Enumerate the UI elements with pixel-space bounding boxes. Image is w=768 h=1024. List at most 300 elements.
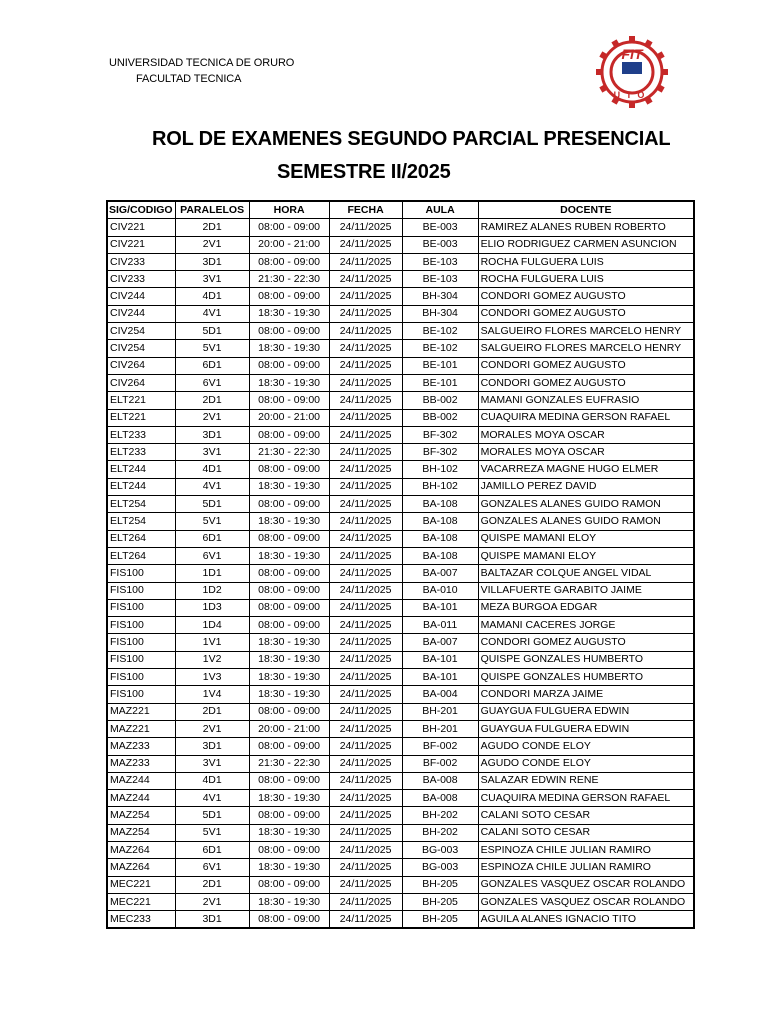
room-cell: BA-108	[402, 496, 478, 513]
teacher-cell: QUISPE GONZALES HUMBERTO	[478, 651, 694, 668]
room-cell: BE-103	[402, 253, 478, 270]
code-cell: MAZ233	[107, 755, 175, 772]
table-row	[107, 617, 694, 634]
parallel-cell: 2V1	[175, 893, 249, 910]
code-cell: FIS100	[107, 634, 175, 651]
teacher-cell: ELIO RODRIGUEZ CARMEN ASUNCION	[478, 236, 694, 253]
date-cell: 24/11/2025	[329, 876, 402, 893]
date-cell: 24/11/2025	[329, 703, 402, 720]
room-cell: BA-101	[402, 669, 478, 686]
teacher-cell: JAMILLO PEREZ DAVID	[478, 478, 694, 495]
parallel-cell: 6V1	[175, 374, 249, 391]
teacher-cell: CALANI SOTO CESAR	[478, 807, 694, 824]
exam-schedule-table	[106, 200, 695, 929]
parallel-cell: 3D1	[175, 738, 249, 755]
date-cell: 24/11/2025	[329, 755, 402, 772]
teacher-cell: VACARREZA MAGNE HUGO ELMER	[478, 461, 694, 478]
teacher-cell: MORALES MOYA OSCAR	[478, 426, 694, 443]
parallel-cell: 6V1	[175, 547, 249, 564]
date-cell: 24/11/2025	[329, 305, 402, 322]
teacher-cell: CUAQUIRA MEDINA GERSON RAFAEL	[478, 409, 694, 426]
time-cell: 18:30 - 19:30	[249, 669, 329, 686]
code-cell: ELT221	[107, 392, 175, 409]
parallel-cell: 6D1	[175, 530, 249, 547]
code-cell: ELT244	[107, 478, 175, 495]
time-cell: 08:00 - 09:00	[249, 911, 329, 929]
code-cell: CIV233	[107, 271, 175, 288]
table-row	[107, 651, 694, 668]
parallel-cell: 5D1	[175, 496, 249, 513]
code-cell: FIS100	[107, 686, 175, 703]
code-cell: CIV254	[107, 340, 175, 357]
time-cell: 18:30 - 19:30	[249, 547, 329, 564]
date-cell: 24/11/2025	[329, 686, 402, 703]
room-cell: BA-010	[402, 582, 478, 599]
parallel-cell: 2V1	[175, 236, 249, 253]
room-cell: BA-101	[402, 651, 478, 668]
teacher-cell: CONDORI GOMEZ AUGUSTO	[478, 288, 694, 305]
date-cell: 24/11/2025	[329, 478, 402, 495]
room-cell: BH-205	[402, 893, 478, 910]
table-row	[107, 703, 694, 720]
time-cell: 18:30 - 19:30	[249, 513, 329, 530]
parallel-cell: 2D1	[175, 703, 249, 720]
date-cell: 24/11/2025	[329, 599, 402, 616]
code-cell: MAZ264	[107, 841, 175, 858]
code-cell: MAZ221	[107, 703, 175, 720]
date-cell: 24/11/2025	[329, 911, 402, 929]
teacher-cell: ROCHA FULGUERA LUIS	[478, 253, 694, 270]
code-cell: FIS100	[107, 651, 175, 668]
table-row	[107, 738, 694, 755]
room-cell: BH-202	[402, 807, 478, 824]
parallel-cell: 1D4	[175, 617, 249, 634]
teacher-cell: QUISPE GONZALES HUMBERTO	[478, 669, 694, 686]
parallel-cell: 4V1	[175, 790, 249, 807]
code-cell: MAZ233	[107, 738, 175, 755]
parallel-cell: 3D1	[175, 426, 249, 443]
teacher-cell: BALTAZAR COLQUE ANGEL VIDAL	[478, 565, 694, 582]
table-row	[107, 288, 694, 305]
time-cell: 18:30 - 19:30	[249, 686, 329, 703]
table-row	[107, 772, 694, 789]
table-row	[107, 582, 694, 599]
table-row	[107, 755, 694, 772]
logo-text-top: FIT	[621, 46, 643, 62]
time-cell: 08:00 - 09:00	[249, 357, 329, 374]
parallel-cell: 6V1	[175, 859, 249, 876]
room-cell: BE-101	[402, 357, 478, 374]
time-cell: 21:30 - 22:30	[249, 271, 329, 288]
date-cell: 24/11/2025	[329, 790, 402, 807]
table-row	[107, 374, 694, 391]
teacher-cell: QUISPE MAMANI ELOY	[478, 547, 694, 564]
table-row	[107, 911, 694, 929]
code-cell: CIV221	[107, 236, 175, 253]
room-cell: BE-003	[402, 236, 478, 253]
code-cell: MAZ244	[107, 772, 175, 789]
teacher-cell: GONZALES ALANES GUIDO RAMON	[478, 496, 694, 513]
column-header: DOCENTE	[478, 201, 694, 219]
code-cell: MEC233	[107, 911, 175, 929]
table-row	[107, 824, 694, 841]
teacher-cell: CONDORI MARZA JAIME	[478, 686, 694, 703]
table-row	[107, 634, 694, 651]
teacher-cell: CONDORI GOMEZ AUGUSTO	[478, 374, 694, 391]
parallel-cell: 3V1	[175, 444, 249, 461]
code-cell: MEC221	[107, 893, 175, 910]
parallel-cell: 4V1	[175, 478, 249, 495]
room-cell: BH-304	[402, 288, 478, 305]
teacher-cell: VILLAFUERTE GARABITO JAIME	[478, 582, 694, 599]
teacher-cell: ESPINOZA CHILE JULIAN RAMIRO	[478, 841, 694, 858]
room-cell: BE-102	[402, 323, 478, 340]
code-cell: CIV221	[107, 219, 175, 236]
parallel-cell: 1D2	[175, 582, 249, 599]
time-cell: 18:30 - 19:30	[249, 634, 329, 651]
code-cell: MAZ254	[107, 807, 175, 824]
date-cell: 24/11/2025	[329, 824, 402, 841]
code-cell: ELT221	[107, 409, 175, 426]
table-row	[107, 513, 694, 530]
time-cell: 18:30 - 19:30	[249, 790, 329, 807]
room-cell: BG-003	[402, 859, 478, 876]
time-cell: 08:00 - 09:00	[249, 772, 329, 789]
code-cell: ELT254	[107, 513, 175, 530]
table-row	[107, 461, 694, 478]
time-cell: 18:30 - 19:30	[249, 374, 329, 391]
table-row	[107, 444, 694, 461]
room-cell: BF-002	[402, 738, 478, 755]
parallel-cell: 4D1	[175, 772, 249, 789]
time-cell: 08:00 - 09:00	[249, 219, 329, 236]
teacher-cell: CONDORI GOMEZ AUGUSTO	[478, 634, 694, 651]
teacher-cell: SALAZAR EDWIN RENE	[478, 772, 694, 789]
column-header: FECHA	[329, 201, 402, 219]
teacher-cell: CONDORI GOMEZ AUGUSTO	[478, 357, 694, 374]
table-row	[107, 478, 694, 495]
room-cell: BH-201	[402, 720, 478, 737]
column-header: HORA	[249, 201, 329, 219]
parallel-cell: 3V1	[175, 755, 249, 772]
parallel-cell: 1V1	[175, 634, 249, 651]
code-cell: MAZ254	[107, 824, 175, 841]
time-cell: 08:00 - 09:00	[249, 582, 329, 599]
date-cell: 24/11/2025	[329, 738, 402, 755]
parallel-cell: 5V1	[175, 513, 249, 530]
teacher-cell: CONDORI GOMEZ AUGUSTO	[478, 305, 694, 322]
teacher-cell: GUAYGUA FULGUERA EDWIN	[478, 703, 694, 720]
parallel-cell: 5D1	[175, 807, 249, 824]
code-cell: CIV254	[107, 323, 175, 340]
teacher-cell: MAMANI CACERES JORGE	[478, 617, 694, 634]
time-cell: 18:30 - 19:30	[249, 859, 329, 876]
date-cell: 24/11/2025	[329, 409, 402, 426]
room-cell: BE-103	[402, 271, 478, 288]
date-cell: 24/11/2025	[329, 807, 402, 824]
time-cell: 08:00 - 09:00	[249, 461, 329, 478]
room-cell: BB-002	[402, 392, 478, 409]
time-cell: 18:30 - 19:30	[249, 893, 329, 910]
parallel-cell: 1D3	[175, 599, 249, 616]
parallel-cell: 5V1	[175, 824, 249, 841]
code-cell: ELT233	[107, 444, 175, 461]
time-cell: 08:00 - 09:00	[249, 392, 329, 409]
parallel-cell: 4D1	[175, 288, 249, 305]
date-cell: 24/11/2025	[329, 426, 402, 443]
code-cell: FIS100	[107, 617, 175, 634]
document-subtitle: SEMESTRE II/2025	[277, 161, 451, 183]
parallel-cell: 2V1	[175, 720, 249, 737]
code-cell: ELT254	[107, 496, 175, 513]
teacher-cell: AGUDO CONDE ELOY	[478, 738, 694, 755]
date-cell: 24/11/2025	[329, 513, 402, 530]
table-row	[107, 253, 694, 270]
table-row	[107, 496, 694, 513]
room-cell: BH-304	[402, 305, 478, 322]
time-cell: 18:30 - 19:30	[249, 478, 329, 495]
column-header: PARALELOS	[175, 201, 249, 219]
teacher-cell: GONZALES VASQUEZ OSCAR ROLANDO	[478, 893, 694, 910]
room-cell: BB-002	[402, 409, 478, 426]
time-cell: 08:00 - 09:00	[249, 530, 329, 547]
time-cell: 20:00 - 21:00	[249, 409, 329, 426]
university-name: UNIVERSIDAD TECNICA DE ORURO	[109, 57, 295, 69]
date-cell: 24/11/2025	[329, 236, 402, 253]
table-row	[107, 236, 694, 253]
teacher-cell: SALGUEIRO FLORES MARCELO HENRY	[478, 323, 694, 340]
code-cell: ELT233	[107, 426, 175, 443]
parallel-cell: 4V1	[175, 305, 249, 322]
time-cell: 08:00 - 09:00	[249, 738, 329, 755]
date-cell: 24/11/2025	[329, 669, 402, 686]
table-row	[107, 859, 694, 876]
room-cell: BH-202	[402, 824, 478, 841]
parallel-cell: 2D1	[175, 392, 249, 409]
time-cell: 08:00 - 09:00	[249, 876, 329, 893]
time-cell: 08:00 - 09:00	[249, 426, 329, 443]
date-cell: 24/11/2025	[329, 374, 402, 391]
time-cell: 08:00 - 09:00	[249, 841, 329, 858]
time-cell: 18:30 - 19:30	[249, 651, 329, 668]
table-row	[107, 565, 694, 582]
code-cell: ELT264	[107, 547, 175, 564]
room-cell: BE-101	[402, 374, 478, 391]
date-cell: 24/11/2025	[329, 461, 402, 478]
date-cell: 24/11/2025	[329, 841, 402, 858]
logo-text-bottom: UTO	[613, 90, 651, 100]
table-row	[107, 841, 694, 858]
date-cell: 24/11/2025	[329, 288, 402, 305]
code-cell: CIV264	[107, 357, 175, 374]
date-cell: 24/11/2025	[329, 893, 402, 910]
parallel-cell: 4D1	[175, 461, 249, 478]
date-cell: 24/11/2025	[329, 530, 402, 547]
room-cell: BF-002	[402, 755, 478, 772]
code-cell: ELT264	[107, 530, 175, 547]
faculty-name: FACULTAD TECNICA	[136, 73, 242, 85]
teacher-cell: MORALES MOYA OSCAR	[478, 444, 694, 461]
teacher-cell: MAMANI GONZALES EUFRASIO	[478, 392, 694, 409]
code-cell: CIV264	[107, 374, 175, 391]
code-cell: ELT244	[107, 461, 175, 478]
room-cell: BA-008	[402, 772, 478, 789]
time-cell: 20:00 - 21:00	[249, 236, 329, 253]
date-cell: 24/11/2025	[329, 859, 402, 876]
time-cell: 08:00 - 09:00	[249, 599, 329, 616]
table-row	[107, 720, 694, 737]
date-cell: 24/11/2025	[329, 547, 402, 564]
parallel-cell: 6D1	[175, 841, 249, 858]
parallel-cell: 5V1	[175, 340, 249, 357]
date-cell: 24/11/2025	[329, 357, 402, 374]
parallel-cell: 5D1	[175, 323, 249, 340]
table-row	[107, 530, 694, 547]
parallel-cell: 2D1	[175, 219, 249, 236]
room-cell: BH-102	[402, 461, 478, 478]
teacher-cell: ROCHA FULGUERA LUIS	[478, 271, 694, 288]
parallel-cell: 2V1	[175, 409, 249, 426]
teacher-cell: CUAQUIRA MEDINA GERSON RAFAEL	[478, 790, 694, 807]
table-row	[107, 876, 694, 893]
date-cell: 24/11/2025	[329, 582, 402, 599]
date-cell: 24/11/2025	[329, 392, 402, 409]
time-cell: 21:30 - 22:30	[249, 755, 329, 772]
teacher-cell: MEZA BURGOA EDGAR	[478, 599, 694, 616]
table-row	[107, 340, 694, 357]
time-cell: 18:30 - 19:30	[249, 305, 329, 322]
table-row	[107, 409, 694, 426]
column-header: AULA	[402, 201, 478, 219]
code-cell: FIS100	[107, 599, 175, 616]
parallel-cell: 3D1	[175, 911, 249, 929]
room-cell: BA-101	[402, 599, 478, 616]
parallel-cell: 1V3	[175, 669, 249, 686]
parallel-cell: 1V4	[175, 686, 249, 703]
table-row	[107, 807, 694, 824]
code-cell: MAZ264	[107, 859, 175, 876]
time-cell: 18:30 - 19:30	[249, 824, 329, 841]
date-cell: 24/11/2025	[329, 323, 402, 340]
time-cell: 08:00 - 09:00	[249, 617, 329, 634]
room-cell: BA-108	[402, 513, 478, 530]
room-cell: BA-108	[402, 530, 478, 547]
date-cell: 24/11/2025	[329, 496, 402, 513]
table-row	[107, 669, 694, 686]
table-row	[107, 686, 694, 703]
table-row	[107, 271, 694, 288]
fit-uto-logo-icon	[584, 32, 680, 112]
column-header: SIG/CODIGO	[107, 201, 175, 219]
room-cell: BF-302	[402, 444, 478, 461]
code-cell: MAZ221	[107, 720, 175, 737]
date-cell: 24/11/2025	[329, 634, 402, 651]
table-row	[107, 426, 694, 443]
date-cell: 24/11/2025	[329, 253, 402, 270]
table-row	[107, 893, 694, 910]
parallel-cell: 6D1	[175, 357, 249, 374]
parallel-cell: 1V2	[175, 651, 249, 668]
room-cell: BA-108	[402, 547, 478, 564]
room-cell: BF-302	[402, 426, 478, 443]
code-cell: CIV244	[107, 288, 175, 305]
room-cell: BG-003	[402, 841, 478, 858]
room-cell: BA-007	[402, 565, 478, 582]
table-row	[107, 790, 694, 807]
parallel-cell: 2D1	[175, 876, 249, 893]
time-cell: 08:00 - 09:00	[249, 253, 329, 270]
date-cell: 24/11/2025	[329, 219, 402, 236]
teacher-cell: GONZALES ALANES GUIDO RAMON	[478, 513, 694, 530]
time-cell: 08:00 - 09:00	[249, 323, 329, 340]
time-cell: 08:00 - 09:00	[249, 565, 329, 582]
table-row	[107, 357, 694, 374]
code-cell: FIS100	[107, 582, 175, 599]
code-cell: FIS100	[107, 565, 175, 582]
table-row	[107, 547, 694, 564]
room-cell: BE-003	[402, 219, 478, 236]
time-cell: 08:00 - 09:00	[249, 496, 329, 513]
date-cell: 24/11/2025	[329, 617, 402, 634]
date-cell: 24/11/2025	[329, 772, 402, 789]
time-cell: 08:00 - 09:00	[249, 288, 329, 305]
room-cell: BH-102	[402, 478, 478, 495]
time-cell: 08:00 - 09:00	[249, 807, 329, 824]
table-row	[107, 219, 694, 236]
date-cell: 24/11/2025	[329, 340, 402, 357]
teacher-cell: RAMIREZ ALANES RUBEN ROBERTO	[478, 219, 694, 236]
room-cell: BA-007	[402, 634, 478, 651]
code-cell: CIV244	[107, 305, 175, 322]
date-cell: 24/11/2025	[329, 651, 402, 668]
teacher-cell: GUAYGUA FULGUERA EDWIN	[478, 720, 694, 737]
room-cell: BH-205	[402, 911, 478, 929]
teacher-cell: SALGUEIRO FLORES MARCELO HENRY	[478, 340, 694, 357]
teacher-cell: ESPINOZA CHILE JULIAN RAMIRO	[478, 859, 694, 876]
document-title: ROL DE EXAMENES SEGUNDO PARCIAL PRESENCIAL	[152, 128, 671, 150]
code-cell: FIS100	[107, 669, 175, 686]
date-cell: 24/11/2025	[329, 565, 402, 582]
date-cell: 24/11/2025	[329, 444, 402, 461]
teacher-cell: AGUDO CONDE ELOY	[478, 755, 694, 772]
teacher-cell: QUISPE MAMANI ELOY	[478, 530, 694, 547]
time-cell: 21:30 - 22:30	[249, 444, 329, 461]
teacher-cell: AGUILA ALANES IGNACIO TITO	[478, 911, 694, 929]
code-cell: MAZ244	[107, 790, 175, 807]
table-header-row	[107, 201, 694, 219]
table-row	[107, 599, 694, 616]
time-cell: 08:00 - 09:00	[249, 703, 329, 720]
parallel-cell: 3V1	[175, 271, 249, 288]
room-cell: BH-205	[402, 876, 478, 893]
table-row	[107, 323, 694, 340]
parallel-cell: 3D1	[175, 253, 249, 270]
time-cell: 18:30 - 19:30	[249, 340, 329, 357]
code-cell: MEC221	[107, 876, 175, 893]
room-cell: BH-201	[402, 703, 478, 720]
date-cell: 24/11/2025	[329, 271, 402, 288]
room-cell: BA-011	[402, 617, 478, 634]
table-row	[107, 305, 694, 322]
code-cell: CIV233	[107, 253, 175, 270]
table-row	[107, 392, 694, 409]
room-cell: BA-004	[402, 686, 478, 703]
room-cell: BE-102	[402, 340, 478, 357]
parallel-cell: 1D1	[175, 565, 249, 582]
teacher-cell: GONZALES VASQUEZ OSCAR ROLANDO	[478, 876, 694, 893]
time-cell: 20:00 - 21:00	[249, 720, 329, 737]
teacher-cell: CALANI SOTO CESAR	[478, 824, 694, 841]
